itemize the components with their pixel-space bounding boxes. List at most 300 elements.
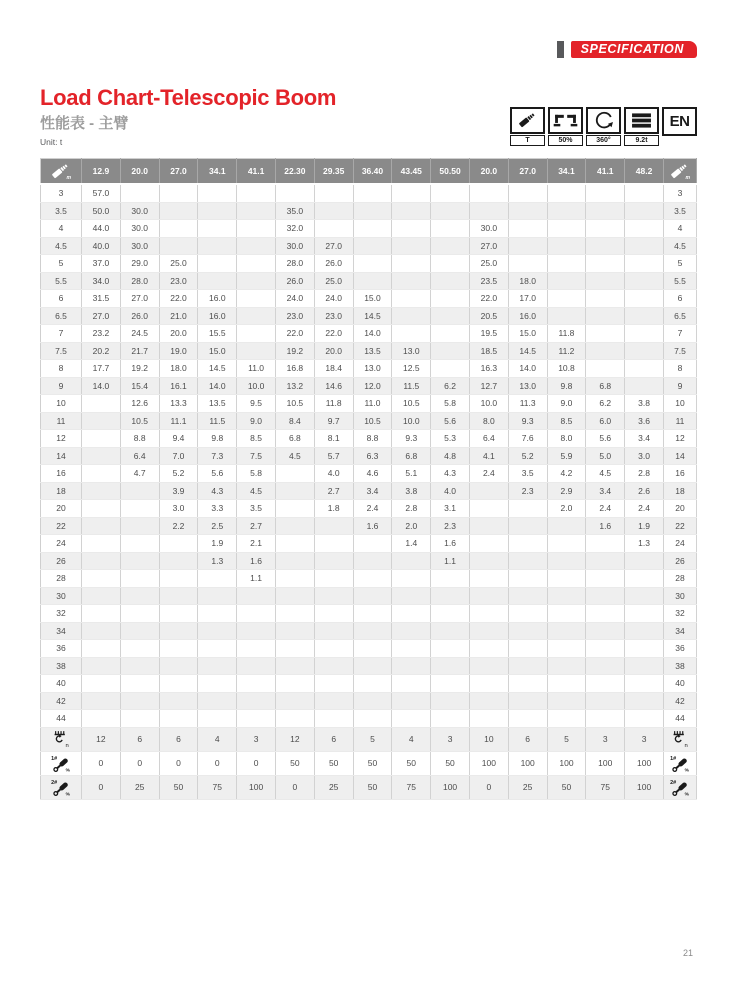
load-value-cell bbox=[392, 220, 431, 238]
footer-value-cell: 100 bbox=[237, 775, 276, 799]
load-value-cell bbox=[275, 605, 314, 623]
boom-length-header: 22.30 bbox=[275, 159, 314, 185]
load-value-cell bbox=[275, 482, 314, 500]
load-value-cell: 5.1 bbox=[392, 465, 431, 483]
table-row bbox=[41, 692, 697, 710]
page-title: Load Chart-Telescopic Boom bbox=[40, 85, 337, 110]
radius-label: 30 bbox=[664, 587, 697, 605]
radius-label: 9 bbox=[41, 377, 82, 395]
load-value-cell: 7.3 bbox=[198, 447, 237, 465]
load-value-cell bbox=[469, 605, 508, 623]
radius-label: 5.5 bbox=[41, 272, 82, 290]
load-value-cell: 1.6 bbox=[237, 552, 276, 570]
load-value-cell bbox=[120, 482, 159, 500]
load-value-cell: 10.0 bbox=[392, 412, 431, 430]
load-value-cell bbox=[625, 255, 664, 273]
load-value-cell: 21.0 bbox=[159, 307, 198, 325]
load-value-cell bbox=[625, 377, 664, 395]
radius-label: 3.5 bbox=[664, 202, 697, 220]
load-value-cell: 2.4 bbox=[625, 500, 664, 518]
radius-label: 5 bbox=[41, 255, 82, 273]
load-value-cell: 22.0 bbox=[159, 290, 198, 308]
load-value-cell bbox=[547, 272, 586, 290]
badge-bar bbox=[557, 41, 564, 58]
load-value-cell: 12.6 bbox=[120, 395, 159, 413]
radius-label: 38 bbox=[664, 657, 697, 675]
load-value-cell bbox=[392, 255, 431, 273]
load-value-cell: 31.5 bbox=[82, 290, 121, 308]
load-value-cell bbox=[275, 587, 314, 605]
load-value-cell bbox=[314, 535, 353, 553]
table-row bbox=[41, 605, 697, 623]
load-value-cell: 8.5 bbox=[237, 430, 276, 448]
load-value-cell bbox=[353, 255, 392, 273]
load-value-cell bbox=[392, 622, 431, 640]
load-value-cell: 10.8 bbox=[547, 360, 586, 378]
load-value-cell bbox=[159, 570, 198, 588]
load-value-cell: 19.5 bbox=[469, 325, 508, 343]
load-value-cell: 9.3 bbox=[392, 430, 431, 448]
table-row bbox=[41, 377, 697, 395]
hook-falls-icon bbox=[52, 730, 71, 748]
table-row bbox=[41, 482, 697, 500]
load-value-cell: 2.0 bbox=[392, 517, 431, 535]
radius-label: 42 bbox=[664, 692, 697, 710]
slew-360-icon-box bbox=[586, 107, 621, 146]
load-value-cell bbox=[469, 622, 508, 640]
table-row bbox=[41, 220, 697, 238]
counterweight-icon bbox=[624, 107, 659, 134]
table-row bbox=[41, 517, 697, 535]
load-value-cell: 20.5 bbox=[469, 307, 508, 325]
load-value-cell: 8.5 bbox=[547, 412, 586, 430]
load-value-cell bbox=[625, 290, 664, 308]
radius-label: 8 bbox=[664, 360, 697, 378]
footer-value-cell: 6 bbox=[159, 727, 198, 751]
load-value-cell bbox=[469, 535, 508, 553]
load-value-cell bbox=[392, 307, 431, 325]
load-value-cell bbox=[198, 255, 237, 273]
table-footer-row bbox=[41, 751, 697, 775]
footer-value-cell: 4 bbox=[392, 727, 431, 751]
boom-length-header: 27.0 bbox=[508, 159, 547, 185]
load-value-cell: 16.1 bbox=[159, 377, 198, 395]
load-value-cell: 30.0 bbox=[120, 220, 159, 238]
load-value-cell: 4.7 bbox=[120, 465, 159, 483]
load-value-cell bbox=[275, 500, 314, 518]
boom-length-header: 41.1 bbox=[237, 159, 276, 185]
load-value-cell bbox=[431, 255, 470, 273]
load-value-cell bbox=[82, 482, 121, 500]
load-value-cell bbox=[392, 184, 431, 202]
load-value-cell bbox=[275, 465, 314, 483]
load-value-cell: 4.5 bbox=[237, 482, 276, 500]
load-value-cell bbox=[275, 517, 314, 535]
load-value-cell bbox=[469, 675, 508, 693]
load-value-cell bbox=[508, 710, 547, 728]
load-value-cell bbox=[353, 552, 392, 570]
load-value-cell bbox=[82, 535, 121, 553]
load-value-cell: 2.7 bbox=[314, 482, 353, 500]
counterweight-icon bbox=[630, 112, 653, 129]
radius-label: 14 bbox=[41, 447, 82, 465]
load-value-cell: 19.2 bbox=[120, 360, 159, 378]
load-value-cell: 30.0 bbox=[469, 220, 508, 238]
load-value-cell bbox=[159, 622, 198, 640]
load-value-cell bbox=[547, 622, 586, 640]
footer-value-cell: 50 bbox=[392, 751, 431, 775]
load-value-cell bbox=[625, 360, 664, 378]
footer-value-cell: 25 bbox=[314, 775, 353, 799]
load-value-cell: 37.0 bbox=[82, 255, 121, 273]
telescope-cylinder-1-icon bbox=[669, 754, 691, 772]
load-value-cell bbox=[82, 465, 121, 483]
radius-label: 11 bbox=[664, 412, 697, 430]
radius-label: 7 bbox=[664, 325, 697, 343]
footer-value-cell: 3 bbox=[586, 727, 625, 751]
load-value-cell: 3.0 bbox=[625, 447, 664, 465]
table-row bbox=[41, 342, 697, 360]
footer-value-cell: 25 bbox=[508, 775, 547, 799]
load-value-cell bbox=[120, 184, 159, 202]
load-value-cell: 6.2 bbox=[586, 395, 625, 413]
telescope-cylinder-2-icon bbox=[669, 778, 691, 796]
load-value-cell: 10.0 bbox=[237, 377, 276, 395]
footer-value-cell: 50 bbox=[431, 751, 470, 775]
load-value-cell bbox=[353, 587, 392, 605]
load-value-cell bbox=[508, 500, 547, 518]
load-value-cell: 16.8 bbox=[275, 360, 314, 378]
load-value-cell bbox=[392, 570, 431, 588]
load-value-cell: 4.1 bbox=[469, 447, 508, 465]
radius-label: 20 bbox=[41, 500, 82, 518]
load-value-cell bbox=[547, 640, 586, 658]
load-value-cell bbox=[586, 692, 625, 710]
load-value-cell bbox=[120, 587, 159, 605]
hook-falls-icon bbox=[664, 727, 697, 751]
load-value-cell: 2.4 bbox=[469, 465, 508, 483]
load-value-cell bbox=[275, 622, 314, 640]
load-value-cell bbox=[198, 657, 237, 675]
load-value-cell: 12.5 bbox=[392, 360, 431, 378]
load-value-cell bbox=[392, 325, 431, 343]
load-value-cell bbox=[198, 272, 237, 290]
load-value-cell bbox=[82, 395, 121, 413]
radius-label: 24 bbox=[41, 535, 82, 553]
load-value-cell bbox=[431, 220, 470, 238]
load-value-cell: 1.1 bbox=[431, 552, 470, 570]
load-value-cell: 7.0 bbox=[159, 447, 198, 465]
load-value-cell bbox=[586, 184, 625, 202]
load-value-cell: 30.0 bbox=[275, 237, 314, 255]
load-value-cell: 8.8 bbox=[353, 430, 392, 448]
load-value-cell bbox=[625, 622, 664, 640]
load-value-cell bbox=[625, 570, 664, 588]
load-value-cell bbox=[353, 710, 392, 728]
load-value-cell bbox=[469, 202, 508, 220]
load-value-cell bbox=[469, 657, 508, 675]
load-value-cell: 14.6 bbox=[314, 377, 353, 395]
load-value-cell bbox=[547, 255, 586, 273]
footer-value-cell: 6 bbox=[120, 727, 159, 751]
load-value-cell: 5.2 bbox=[159, 465, 198, 483]
load-value-cell: 5.7 bbox=[314, 447, 353, 465]
load-value-cell bbox=[275, 552, 314, 570]
specification-badge bbox=[557, 41, 697, 58]
config-icons bbox=[510, 107, 697, 146]
radius-label: 44 bbox=[41, 710, 82, 728]
load-value-cell: 5.6 bbox=[586, 430, 625, 448]
load-value-cell bbox=[392, 272, 431, 290]
load-value-cell bbox=[237, 307, 276, 325]
load-value-cell: 3.3 bbox=[198, 500, 237, 518]
load-value-cell bbox=[353, 657, 392, 675]
load-value-cell: 2.9 bbox=[547, 482, 586, 500]
load-value-cell bbox=[198, 605, 237, 623]
hook-falls-icon bbox=[41, 727, 82, 751]
load-value-cell bbox=[586, 307, 625, 325]
table-row bbox=[41, 535, 697, 553]
load-value-cell bbox=[392, 710, 431, 728]
svg-text:1#: 1# bbox=[670, 755, 677, 762]
radius-label: 16 bbox=[41, 465, 82, 483]
load-value-cell bbox=[82, 622, 121, 640]
load-value-cell bbox=[120, 640, 159, 658]
radius-label: 10 bbox=[41, 395, 82, 413]
radius-label: 5.5 bbox=[664, 272, 697, 290]
load-value-cell: 17.7 bbox=[82, 360, 121, 378]
load-value-cell: 4.6 bbox=[353, 465, 392, 483]
load-value-cell bbox=[159, 535, 198, 553]
load-value-cell bbox=[625, 552, 664, 570]
load-value-cell bbox=[586, 675, 625, 693]
load-value-cell bbox=[275, 657, 314, 675]
load-value-cell bbox=[625, 675, 664, 693]
table-row bbox=[41, 272, 697, 290]
load-value-cell bbox=[508, 622, 547, 640]
footer-value-cell: 6 bbox=[314, 727, 353, 751]
load-value-cell bbox=[586, 342, 625, 360]
load-value-cell bbox=[353, 692, 392, 710]
load-value-cell: 10.5 bbox=[353, 412, 392, 430]
boom-length-header: 41.1 bbox=[586, 159, 625, 185]
load-value-cell bbox=[625, 342, 664, 360]
load-value-cell: 3.5 bbox=[508, 465, 547, 483]
load-value-cell bbox=[314, 710, 353, 728]
footer-value-cell: 12 bbox=[275, 727, 314, 751]
outrigger-icon bbox=[553, 112, 578, 129]
load-value-cell: 32.0 bbox=[275, 220, 314, 238]
load-value-cell: 1.9 bbox=[198, 535, 237, 553]
load-value-cell bbox=[586, 570, 625, 588]
language-badge: EN bbox=[662, 107, 697, 136]
load-value-cell bbox=[275, 184, 314, 202]
load-value-cell: 4.8 bbox=[431, 447, 470, 465]
load-value-cell bbox=[586, 202, 625, 220]
load-value-cell: 6.8 bbox=[392, 447, 431, 465]
boom-length-header: 48.2 bbox=[625, 159, 664, 185]
load-value-cell bbox=[275, 570, 314, 588]
load-value-cell: 15.5 bbox=[198, 325, 237, 343]
load-value-cell: 2.4 bbox=[353, 500, 392, 518]
load-value-cell bbox=[237, 622, 276, 640]
load-value-cell: 20.2 bbox=[82, 342, 121, 360]
load-value-cell: 5.8 bbox=[237, 465, 276, 483]
load-value-cell: 24.0 bbox=[275, 290, 314, 308]
slew-360-icon bbox=[593, 111, 615, 130]
load-value-cell bbox=[198, 692, 237, 710]
footer-value-cell: 100 bbox=[431, 775, 470, 799]
load-value-cell bbox=[237, 325, 276, 343]
load-value-cell: 26.0 bbox=[275, 272, 314, 290]
load-value-cell bbox=[508, 255, 547, 273]
footer-value-cell: 100 bbox=[586, 751, 625, 775]
radius-label: 18 bbox=[41, 482, 82, 500]
load-value-cell bbox=[120, 657, 159, 675]
load-value-cell bbox=[237, 710, 276, 728]
radius-label: 30 bbox=[41, 587, 82, 605]
load-value-cell bbox=[508, 692, 547, 710]
load-value-cell: 7.6 bbox=[508, 430, 547, 448]
radius-label: 10 bbox=[664, 395, 697, 413]
load-value-cell: 3.9 bbox=[159, 482, 198, 500]
radius-label: 6 bbox=[41, 290, 82, 308]
radius-label: 28 bbox=[664, 570, 697, 588]
radius-label: 3 bbox=[664, 184, 697, 202]
load-value-cell: 13.5 bbox=[198, 395, 237, 413]
boom-length-header: 20.0 bbox=[469, 159, 508, 185]
load-value-cell: 19.2 bbox=[275, 342, 314, 360]
radius-label: 12 bbox=[664, 430, 697, 448]
load-value-cell bbox=[198, 622, 237, 640]
load-value-cell bbox=[625, 307, 664, 325]
radius-label: 6.5 bbox=[41, 307, 82, 325]
slew-360-icon-label: 360° bbox=[586, 135, 621, 146]
load-value-cell: 5.6 bbox=[431, 412, 470, 430]
load-value-cell: 5.2 bbox=[508, 447, 547, 465]
load-value-cell bbox=[275, 710, 314, 728]
load-value-cell: 20.0 bbox=[159, 325, 198, 343]
table-head bbox=[41, 159, 697, 185]
load-value-cell bbox=[547, 710, 586, 728]
load-value-cell: 24.5 bbox=[120, 325, 159, 343]
load-value-cell bbox=[547, 184, 586, 202]
load-value-cell bbox=[120, 517, 159, 535]
load-value-cell bbox=[159, 605, 198, 623]
radius-label: 7.5 bbox=[664, 342, 697, 360]
load-value-cell bbox=[431, 342, 470, 360]
load-value-cell bbox=[314, 517, 353, 535]
footer-value-cell: 5 bbox=[547, 727, 586, 751]
load-value-cell bbox=[275, 640, 314, 658]
load-value-cell: 27.0 bbox=[314, 237, 353, 255]
footer-value-cell: 10 bbox=[469, 727, 508, 751]
radius-label: 44 bbox=[664, 710, 697, 728]
table-row bbox=[41, 587, 697, 605]
load-value-cell: 25.0 bbox=[469, 255, 508, 273]
load-value-cell: 18.5 bbox=[469, 342, 508, 360]
load-value-cell: 2.6 bbox=[625, 482, 664, 500]
load-value-cell bbox=[314, 552, 353, 570]
load-value-cell bbox=[275, 535, 314, 553]
radius-label: 22 bbox=[41, 517, 82, 535]
load-value-cell bbox=[392, 202, 431, 220]
load-value-cell bbox=[469, 570, 508, 588]
load-value-cell: 11.2 bbox=[547, 342, 586, 360]
boom-length-header: 12.9 bbox=[82, 159, 121, 185]
corner-boom-length-icon bbox=[41, 159, 82, 185]
boom-length-header: 34.1 bbox=[198, 159, 237, 185]
header-row bbox=[41, 159, 697, 185]
load-value-cell: 14.0 bbox=[353, 325, 392, 343]
load-value-cell: 13.3 bbox=[159, 395, 198, 413]
load-value-cell: 57.0 bbox=[82, 184, 121, 202]
load-value-cell bbox=[586, 535, 625, 553]
load-value-cell bbox=[159, 640, 198, 658]
boom-length-header: 29.35 bbox=[314, 159, 353, 185]
load-value-cell: 4.3 bbox=[431, 465, 470, 483]
load-value-cell bbox=[353, 675, 392, 693]
boom-length-header: 20.0 bbox=[120, 159, 159, 185]
load-value-cell: 9.7 bbox=[314, 412, 353, 430]
boom-length-header: 34.1 bbox=[547, 159, 586, 185]
load-value-cell bbox=[314, 587, 353, 605]
load-value-cell bbox=[120, 605, 159, 623]
load-value-cell: 4.0 bbox=[431, 482, 470, 500]
load-value-cell: 13.2 bbox=[275, 377, 314, 395]
load-value-cell bbox=[198, 675, 237, 693]
load-value-cell: 13.0 bbox=[508, 377, 547, 395]
load-value-cell: 19.0 bbox=[159, 342, 198, 360]
load-value-cell bbox=[198, 220, 237, 238]
load-value-cell: 14.5 bbox=[508, 342, 547, 360]
load-value-cell: 24.0 bbox=[314, 290, 353, 308]
load-value-cell bbox=[392, 657, 431, 675]
load-value-cell bbox=[547, 290, 586, 308]
load-value-cell bbox=[431, 692, 470, 710]
load-value-cell bbox=[431, 622, 470, 640]
telescope-cylinder-1-icon bbox=[50, 754, 72, 772]
load-value-cell: 15.0 bbox=[508, 325, 547, 343]
outrigger-50-icon-box bbox=[548, 107, 583, 146]
load-value-cell bbox=[82, 587, 121, 605]
load-value-cell: 12.0 bbox=[353, 377, 392, 395]
load-value-cell bbox=[469, 184, 508, 202]
load-value-cell bbox=[547, 535, 586, 553]
footer-value-cell: 5 bbox=[353, 727, 392, 751]
load-value-cell bbox=[353, 570, 392, 588]
load-value-cell: 11.0 bbox=[237, 360, 276, 378]
load-value-cell bbox=[82, 640, 121, 658]
slew-360-icon bbox=[586, 107, 621, 134]
load-value-cell bbox=[586, 640, 625, 658]
load-value-cell: 9.8 bbox=[198, 430, 237, 448]
load-value-cell bbox=[469, 692, 508, 710]
load-value-cell: 8.0 bbox=[547, 430, 586, 448]
load-value-cell: 2.1 bbox=[237, 535, 276, 553]
corner-boom-length-icon bbox=[664, 159, 697, 185]
load-value-cell bbox=[392, 587, 431, 605]
load-value-cell bbox=[82, 517, 121, 535]
load-value-cell bbox=[431, 675, 470, 693]
load-value-cell bbox=[586, 657, 625, 675]
table-row bbox=[41, 202, 697, 220]
load-value-cell bbox=[159, 552, 198, 570]
load-value-cell bbox=[508, 517, 547, 535]
radius-label: 38 bbox=[41, 657, 82, 675]
load-value-cell bbox=[508, 202, 547, 220]
load-value-cell bbox=[431, 184, 470, 202]
